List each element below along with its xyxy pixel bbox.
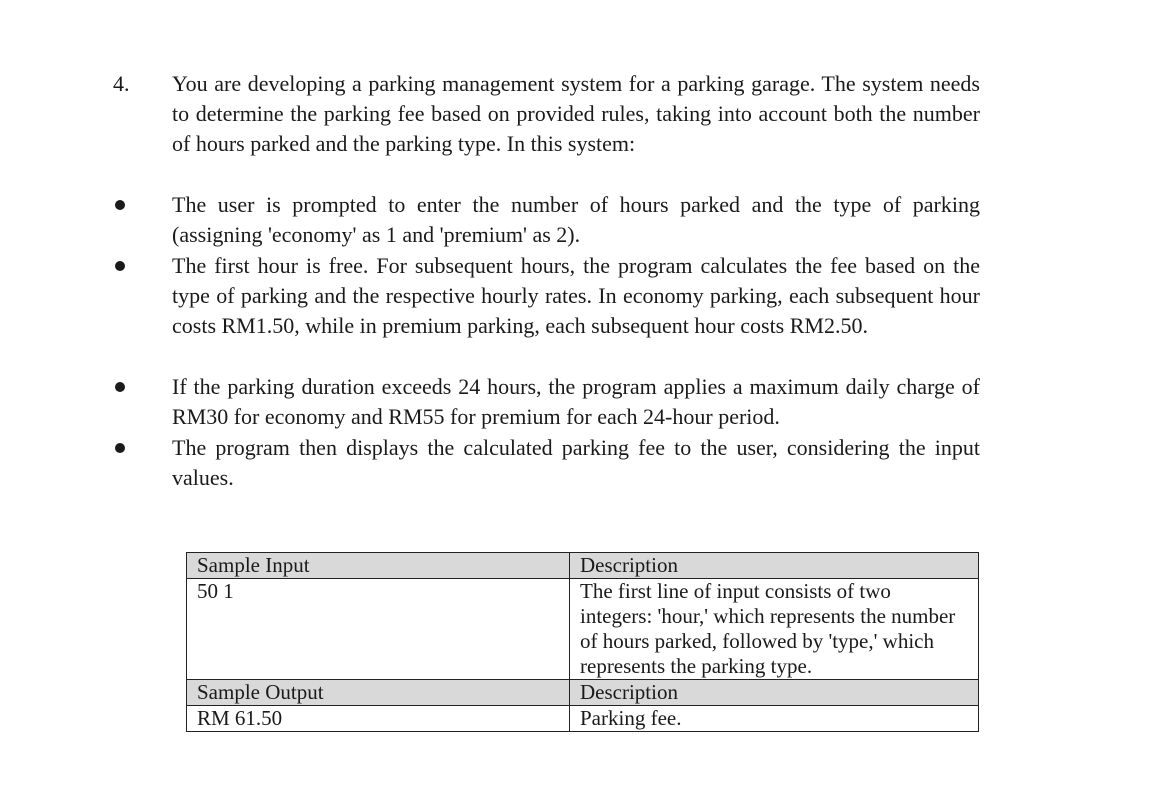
output-description: Parking fee. [570,706,979,732]
bullet-item-display: The program then displays the calculated parking fee to the user, considering the input values. [172,435,980,490]
bullet-item-daily-maximum: If the parking duration exceeds 24 hours, the program applies a maximum daily charge of RM30 for economy and RM55 for premium for each 24-hour period. [172,374,980,429]
sample-output-row [187,706,979,732]
bullet-marker [115,261,125,271]
bullet-marker [115,382,125,392]
output-description-header: Description [570,680,979,706]
input-description: The first line of input consists of two integers: 'hour,' which represents the number of hours parked, followed by 'type,' which represents the parking type. [570,579,979,680]
input-description-header: Description [570,553,979,579]
sample-input-row [187,579,979,680]
question-intro: You are developing a parking management system for a parking garage. The system needs to determine the parking fee based on provided rules, taking into account both the number of hours parked and the parking type. In this system: [172,71,980,156]
bullet-item-prompt: The user is prompted to enter the number of hours parked and the type of parking (assigning 'economy' as 1 and 'premium' as 2). [172,192,980,247]
sample-output-value: RM 61.50 [187,706,570,732]
sample-input-value: 50 1 [187,579,570,680]
sample-output-header: Sample Output [187,680,570,706]
sample-input-header-row [187,553,979,579]
sample-io-table [186,552,979,732]
bullet-item-hourly-rates: The first hour is free. For subsequent hours, the program calculates the fee based on the type of parking and the respective hourly rates. In economy parking, each subsequent hour costs RM1.50, while in premium parking, each subsequent hour costs RM2.50. [172,253,980,338]
bullet-marker [115,443,125,453]
bullet-marker [115,200,125,210]
sample-output-header-row [187,680,979,706]
sample-input-header: Sample Input [187,553,570,579]
question-number: 4. [113,71,130,96]
